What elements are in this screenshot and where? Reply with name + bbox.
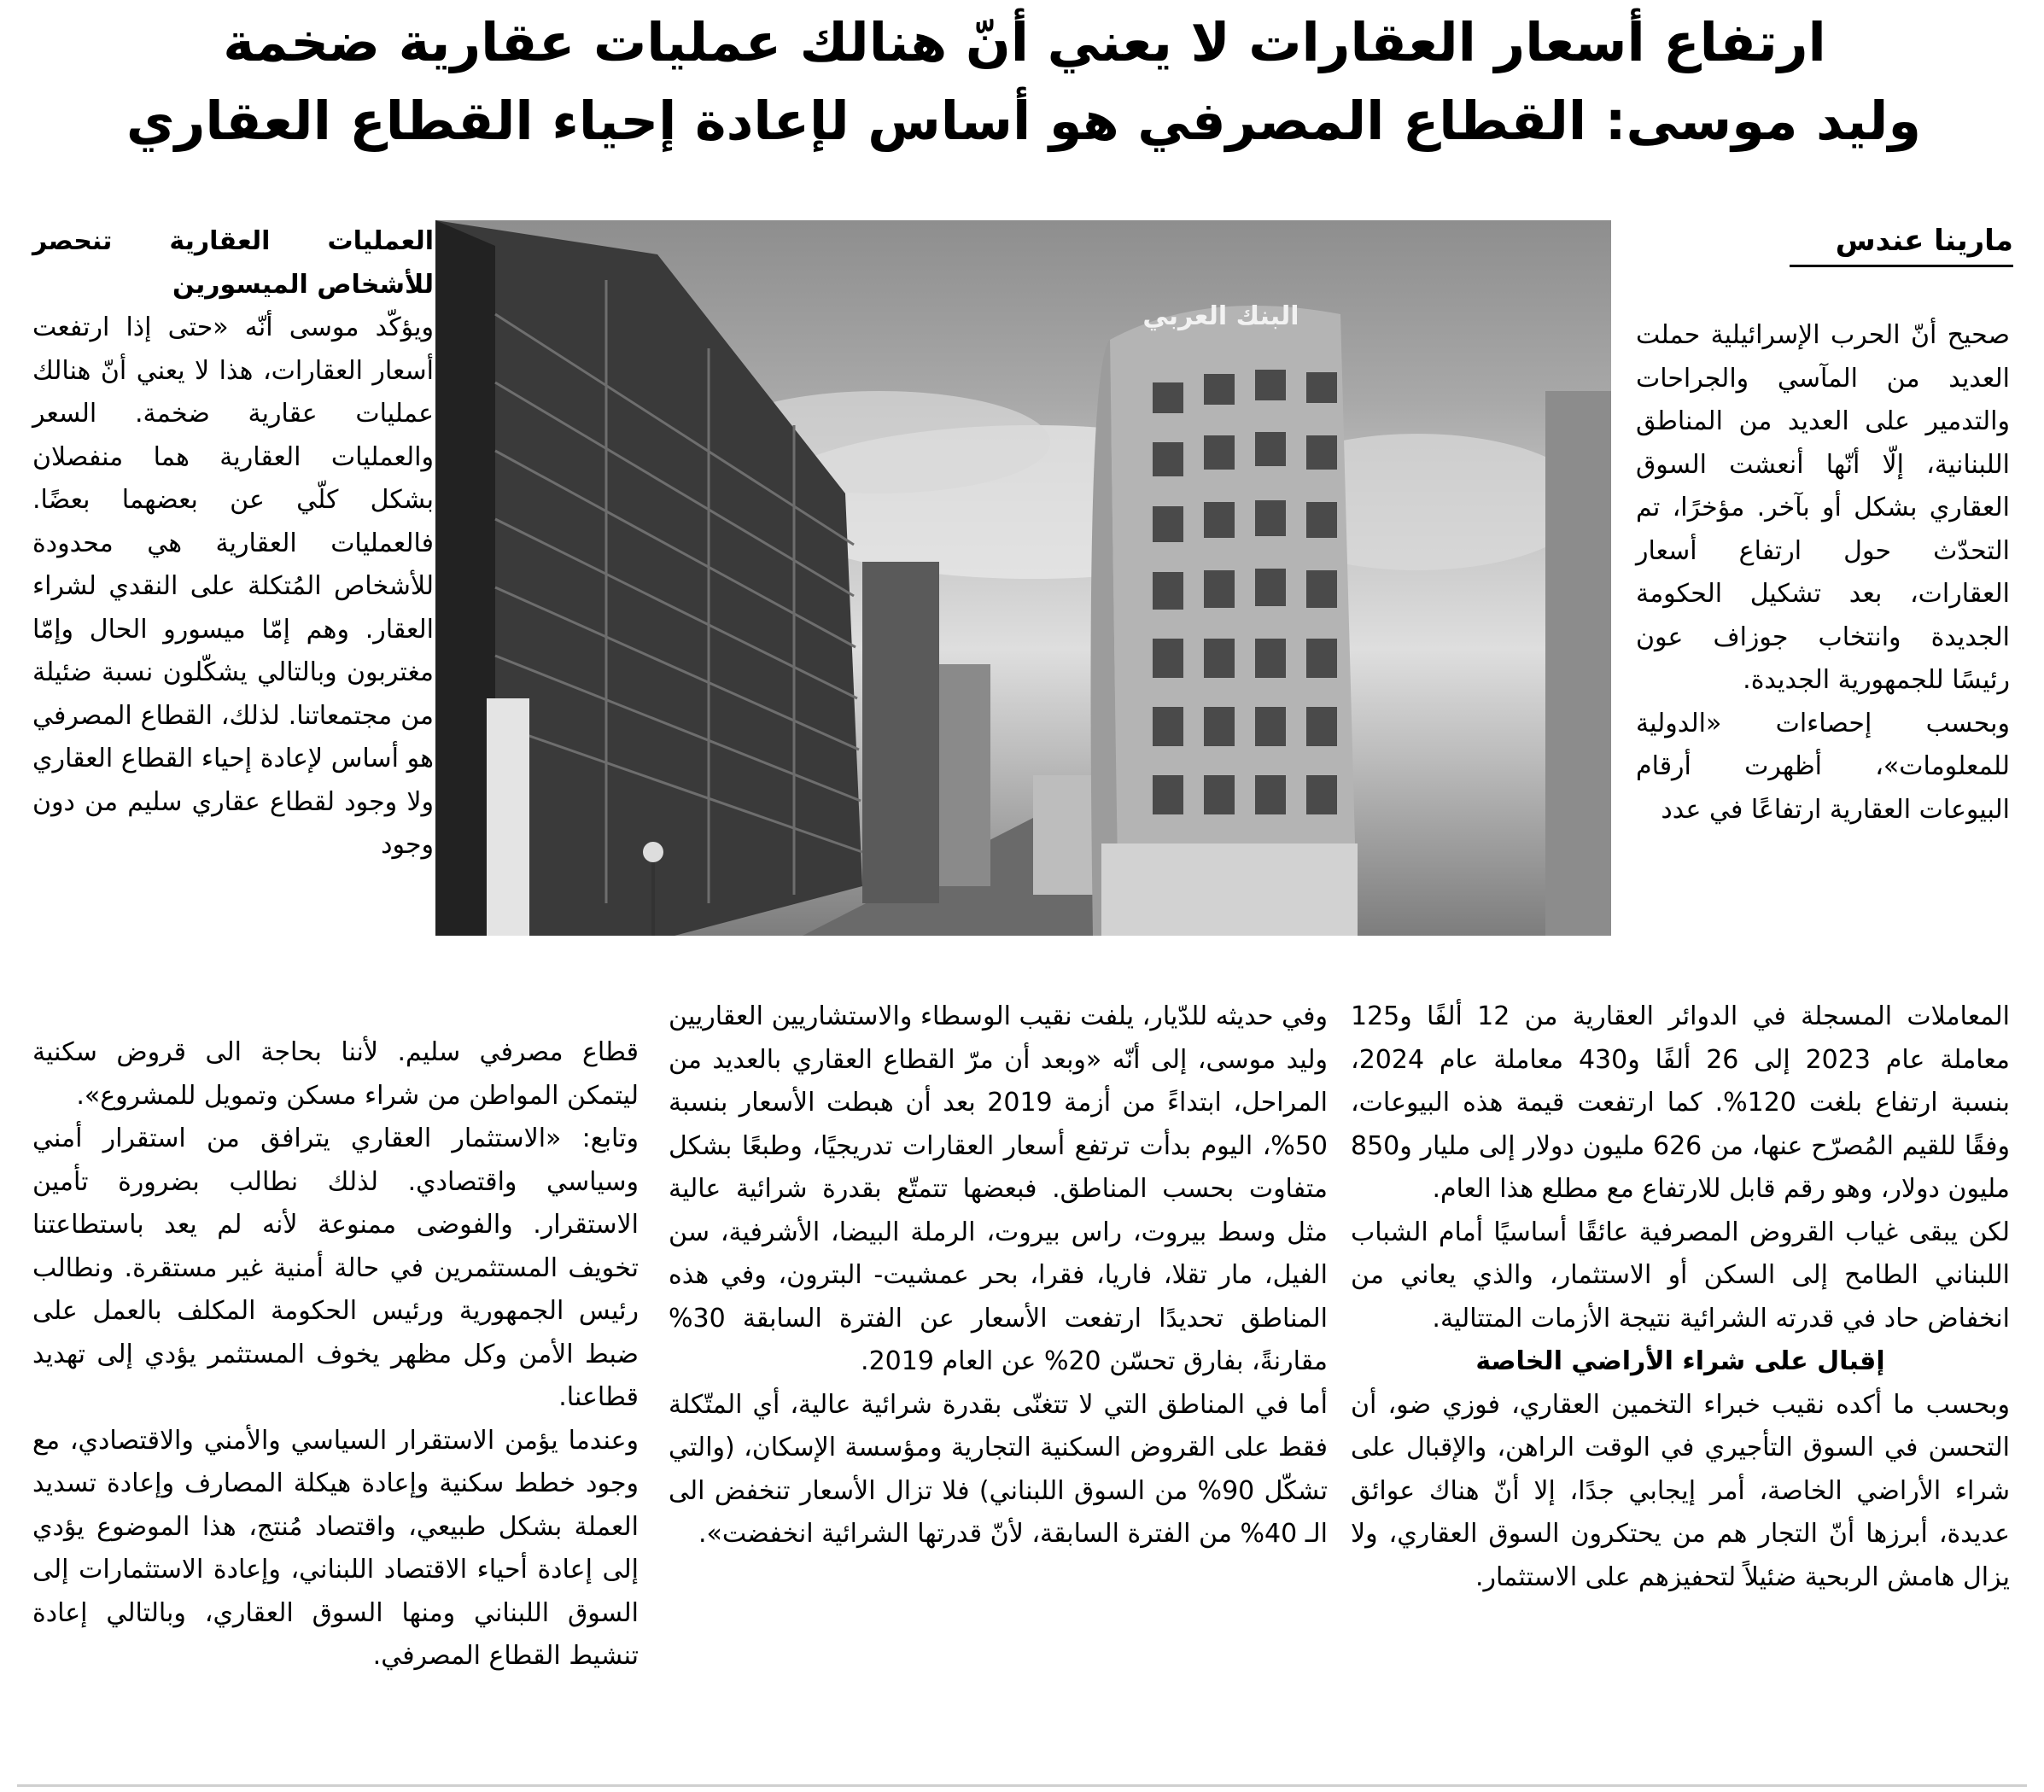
paragraph: وتابع: «الاستثمار العقاري يترافق من استقرار أمني وسياسي واقتصادي. لذلك نطالب بضرورة تأمين الاستقرار. والفوضى ممنوعة لأنه لم يعد باستطاعتنا تخويف المستثمرين في حالة أمنية غير مستقرة. ونطالب رئيس الجمهورية ورئيس الحكومة المكلف بالعمل على ضبط الأمن وكل مظهر يخوف المستثمر يؤدي إلى تهديد قطاعنا. <box>32 1124 639 1412</box>
street-photo <box>435 220 1611 936</box>
paragraph: المعاملات المسجلة في الدوائر العقارية من 12 ألفًا و125 معاملة عام 2023 إلى 26 ألفًا و430 معاملة عام 2024، بنسبة ارتفاع بلغت 120%. كما ارتفعت قيمة هذه البيوعات، وفقًا للقيم المُصرّح عنها، من 626 مليون دولار إلى مليار و850 مليون دولار، وهو رقم قابل للارتفاع مع مطلع هذا العام. <box>1351 1001 2010 1204</box>
column-left-bottom <box>32 1031 639 1678</box>
paragraph: وفي حديثه للدّيار، يلفت نقيب الوسطاء والاستشاريين العقاريين وليد موسى، إلى أنّه «وبعد أن مرّ القطاع العقاري بالعديد من المراحل، ابتداءً من أزمة 2019 بعد أن هبطت الأسعار بنسبة 50%، اليوم بدأت ترتفع أسعار العقارات تدريجيًا، وطبعًا بشكل متفاوت بحسب المناطق. فبعضها تتمتّع بقدرة شرائية عالية مثل وسط بيروت، راس بيروت، الرملة البيضا، الأشرفية، سن الفيل، مار تقلا، فاريا، فقرا، بحر عمشيت- البترون، وفي هذه المناطق تحديدًا ارتفعت الأسعار عن الفترة السابقة 30% مقارنةً، بفارق تحسّن 20% عن العام 2019. <box>669 1001 1329 1376</box>
column-middle <box>669 995 1328 1556</box>
paragraph: أما في المناطق التي لا تتغنّى بقدرة شرائية عالية، أي المتّكلة فقط على القروض السكنية التجارية ومؤسسة الإسكان، (والتي تشكّل 90% من السوق اللبناني) فلا تزال الأسعار تنخفض الى الـ 40% من الفترة السابقة، لأنّ قدرتها الشرائية انخفضت». <box>669 1389 1328 1549</box>
paragraph: صحيح أنّ الحرب الإسرائيلية حملت العديد من المآسي والجراحات والتدمير على العديد من المناطق اللبنانية، إلّا أنّها أنعشت السوق العقاري بشكل أو بآخر. مؤخرًا، تم التحدّث حول ارتفاع أسعار العقارات، بعد تشكيل الحكومة الجديدة وانتخاب جوزاف عون رئيسًا للجمهورية الجديدة. <box>1636 320 2010 695</box>
paragraph: وبحسب إحصاءات «الدولية للمعلومات»، أظهرت أرقام البيوعات العقارية ارتفاعًا في عدد <box>1636 708 2010 825</box>
street-photo-illustration <box>435 220 1611 936</box>
headline-line-1: ارتفاع أسعار العقارات لا يعني أنّ هنالك عمليات عقارية ضخمة <box>223 11 1826 73</box>
paragraph: قطاع مصرفي سليم. لأننا بحاجة الى قروض سكنية ليتمكن المواطن من شراء مسكن وتمويل للمشروع». <box>32 1037 639 1111</box>
section-subhead: إقبال على شراء الأراضي الخاصة <box>1475 1346 1885 1376</box>
paragraph: وبحسب ما أكده نقيب خبراء التخمين العقاري، فوزي ضو، أن التحسن في السوق التأجيري في الوقت الراهن، والإقبال على شراء الأراضي الخاصة، أمر إيجابي جدًا، إلا أنّ هناك عوائق عديدة، أبرزها أنّ التجار هم من يحتكرون السوق العقاري، ولا يزال هامش الربحية ضئيلاً لتحفيزهم على الاستثمار. <box>1351 1389 2010 1592</box>
section-subhead: العمليات العقارية تنحصر للأشخاص الميسورين <box>32 226 434 300</box>
paragraph: وعندما يؤمن الاستقرار السياسي والأمني والاقتصادي، مع وجود خطط سكنية وإعادة هيكلة المصارف وإعادة تسديد العملة بشكل طبيعي، واقتصاد مُنتج، هذا الموضوع يؤدي إلى إعادة أحياء الاقتصاد اللبناني، وإعادة الاستثمارات إلى السوق اللبناني ومنها السوق العقاري، وبالتالي إعادة تنشيط القطاع المصرفي. <box>32 1425 639 1671</box>
author-byline: مارينا عندس <box>1790 224 2013 267</box>
column-right-bottom <box>1351 995 2010 1599</box>
bank-sign: البنك العربي <box>1142 301 1299 331</box>
headline-line-2: وليد موسى: القطاع المصرفي هو أساس لإعادة إحياء القطاع العقاري <box>126 90 1921 152</box>
page-divider <box>17 1784 2027 1787</box>
paragraph: ويؤكّد موسى أنّه «حتى إذا ارتفعت أسعار العقارات، هذا لا يعني أنّ هنالك عمليات عقارية ضخمة. السعر والعمليات العقارية هما منفصلان بشكل كلّي عن بعضهما بعضًا. فالعمليات العقارية هي محدودة للأشخاص المُتكلة على النقدي لشراء العقار. وهم إمّا ميسورو الحال وإمّا مغتربون وبالتالي يشكّلون نسبة ضئيلة من مجتمعاتنا. لذلك، القطاع المصرفي هو أساس لإعادة إحياء القطاع العقاري ولا وجود لقطاع عقاري سليم من دون وجود <box>32 312 434 860</box>
headline <box>128 3 1921 161</box>
column-right-top <box>1636 314 2010 832</box>
paragraph: لكن يبقى غياب القروض المصرفية عائقًا أساسيًا أمام الشباب اللبناني الطامح إلى السكن أو الاستثمار، والذي يعاني من انخفاض حاد في قدرته الشرائية نتيجة الأزمات المتتالية. <box>1351 1217 2010 1334</box>
column-left-top <box>32 220 434 867</box>
